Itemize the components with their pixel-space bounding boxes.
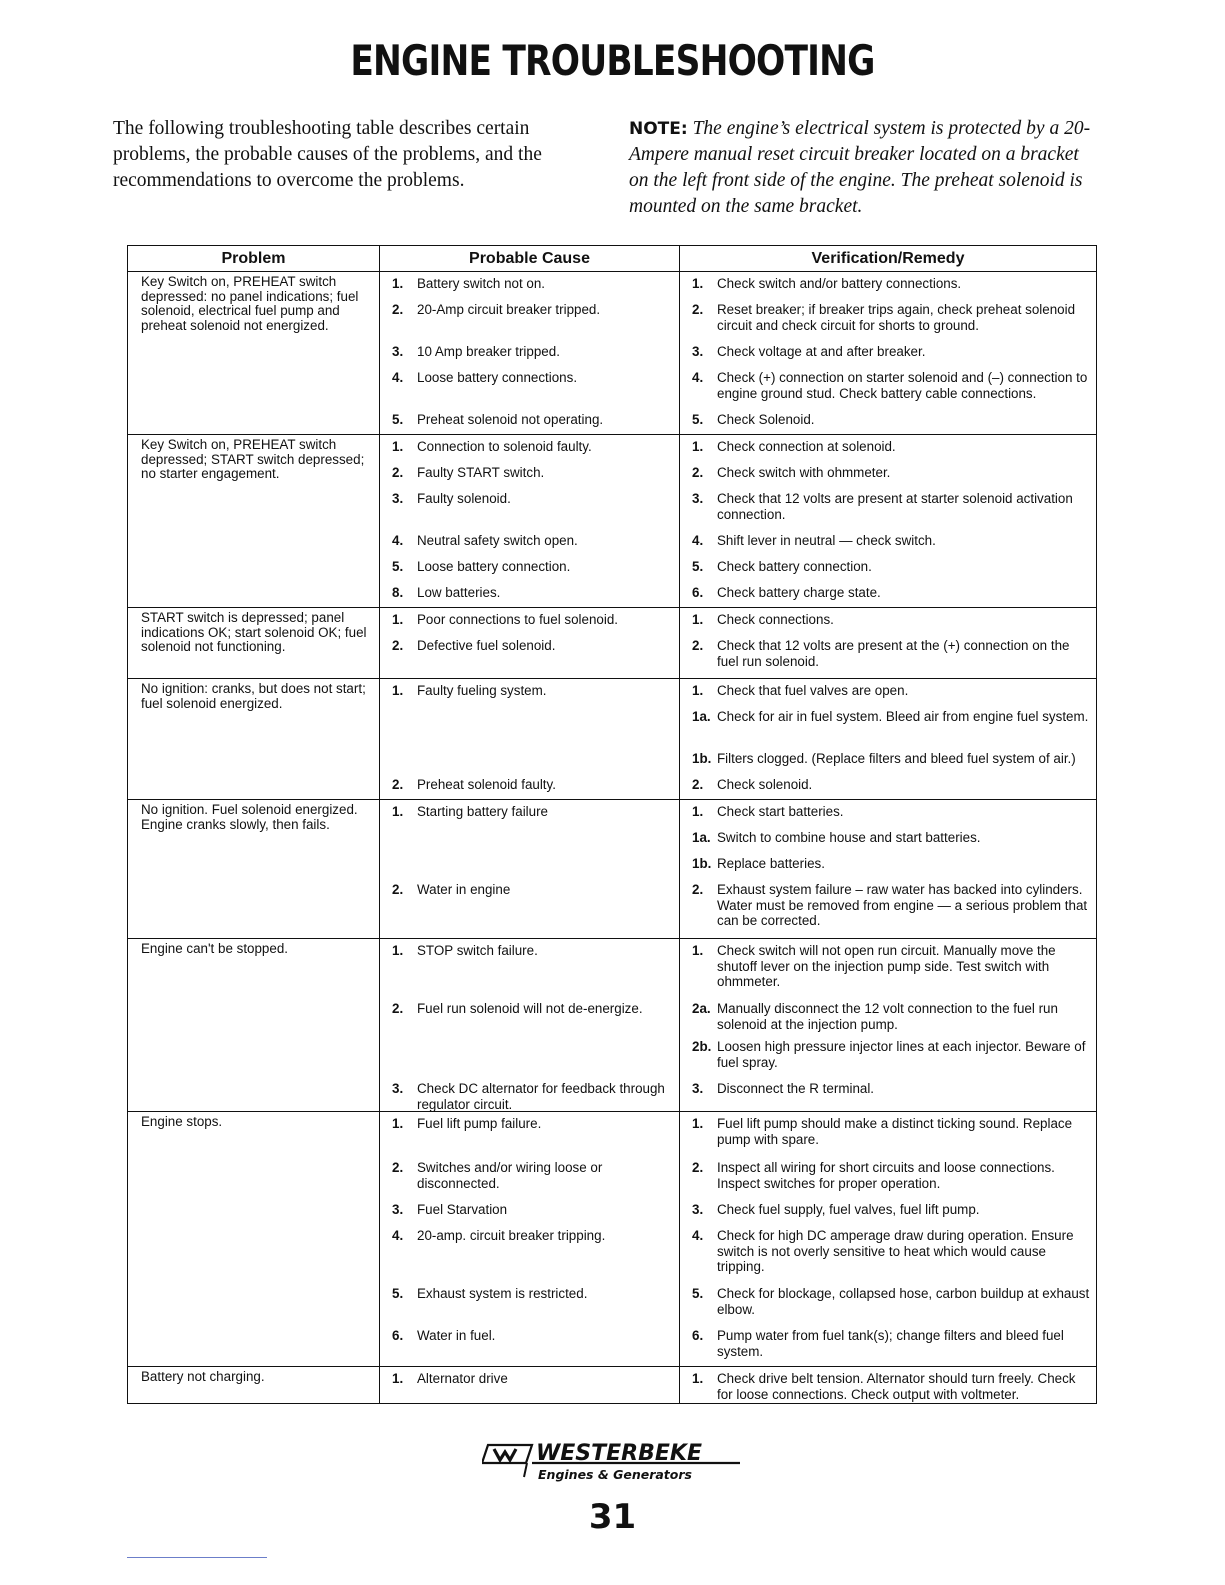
cause-number: 6. (392, 1328, 404, 1343)
remedy-cell (680, 997, 1097, 1035)
remedy-number: 1b. (692, 856, 712, 871)
remedy-number: 4. (692, 533, 704, 548)
remedy-text: Check that 12 volts are present at starter solenoid activation connection. (717, 491, 1073, 522)
remedy-cell (680, 773, 1097, 800)
cause-cell (380, 529, 680, 555)
remedy-number: 2. (692, 1160, 704, 1175)
remedy-text: Check battery connection. (717, 559, 872, 574)
problem-cell (128, 800, 380, 939)
remedy-cell (680, 1198, 1097, 1224)
cause-number: 1. (392, 276, 404, 291)
cause-cell (380, 679, 680, 706)
table-header-row (128, 246, 1097, 272)
remedy-cell (680, 1156, 1097, 1198)
remedy-cell (680, 1282, 1097, 1324)
remedy-number: 4. (692, 1228, 704, 1243)
cause-text: Fuel Starvation (417, 1202, 508, 1217)
cause-cell (380, 408, 680, 435)
remedy-cell (680, 939, 1097, 998)
remedy-text: Check start batteries. (717, 804, 844, 819)
cause-cell (380, 272, 680, 299)
cause-text: Faulty fueling system. (417, 683, 547, 698)
remedy-text: Replace batteries. (717, 856, 825, 871)
remedy-number: 6. (692, 1328, 704, 1343)
cause-cell (380, 878, 680, 939)
remedy-text: Check for blockage, collapsed hose, carbon buildup at exhaust elbow. (717, 1286, 1090, 1317)
remedy-number: 3. (692, 344, 704, 359)
cause-number (380, 856, 417, 878)
header-probable-cause: Probable Cause (380, 246, 680, 272)
cause-cell (380, 747, 680, 773)
cause-text: Exhaust system is restricted. (417, 1286, 588, 1301)
cause-number: 3. (392, 1081, 404, 1096)
remedy-cell (680, 1035, 1097, 1077)
problem-cell (128, 1112, 380, 1367)
cause-cell (380, 366, 680, 408)
remedy-text: Pump water from fuel tank(s); change filters and bleed fuel system. (717, 1328, 1064, 1359)
remedy-number: 5. (692, 559, 704, 574)
remedy-number: 1. (692, 683, 704, 698)
cause-cell (380, 1367, 680, 1404)
cause-text: Switches and/or wiring loose or disconnected. (417, 1160, 603, 1191)
remedy-cell (680, 298, 1097, 340)
remedy-text: Check switch will not open run circuit. Manually move the shutoff lever on the injection pump side. Test switch with ohmmeter. (717, 943, 1056, 989)
cause-number: 2. (392, 638, 404, 653)
remedy-text: Loosen high pressure injector lines at each injector. Beware of fuel spray. (717, 1039, 1086, 1070)
cause-cell (380, 608, 680, 635)
remedy-number: 1. (692, 804, 704, 819)
remedy-cell (680, 272, 1097, 299)
cause-cell (380, 340, 680, 366)
table-row (128, 1112, 1097, 1157)
cause-text: Preheat solenoid not operating. (417, 412, 604, 427)
cause-cell (380, 939, 680, 998)
remedy-text: Check fuel supply, fuel valves, fuel lift pump. (717, 1202, 980, 1217)
cause-text (417, 709, 679, 747)
cause-number: 3. (392, 344, 404, 359)
cause-cell (380, 435, 680, 462)
cause-number: 3. (392, 1202, 404, 1217)
w-emblem-icon (482, 1445, 532, 1477)
remedy-number: 3. (692, 491, 704, 506)
cause-number: 5. (392, 1286, 404, 1301)
cause-number: 1. (392, 1371, 404, 1386)
cause-cell (380, 487, 680, 529)
remedy-text: Check solenoid. (717, 777, 813, 792)
remedy-number: 1. (692, 1116, 704, 1131)
remedy-text: Check switch with ohmmeter. (717, 465, 891, 480)
cause-cell (380, 800, 680, 827)
remedy-text: Inspect all wiring for short circuits and loose connections. Inspect switches for proper operation. (717, 1160, 1055, 1191)
page-title: ENGINE TROUBLESHOOTING (350, 36, 875, 85)
remedy-cell (680, 800, 1097, 827)
cause-number: 2. (392, 1160, 404, 1175)
remedy-number: 1a. (692, 709, 711, 724)
cause-number: 2. (392, 302, 404, 317)
cause-number: 5. (392, 559, 404, 574)
cause-number: 1. (392, 804, 404, 819)
cause-cell (380, 826, 680, 852)
cause-text: Alternator drive (417, 1371, 508, 1386)
remedy-cell (680, 1112, 1097, 1157)
problem-text: Engine stops. (141, 1114, 223, 1129)
cause-text: Fuel run solenoid will not de-energize. (417, 1001, 643, 1016)
page-number: 31 (588, 1497, 637, 1537)
header-verification-remedy: Verification/Remedy (680, 246, 1097, 272)
cause-text (417, 830, 679, 852)
remedy-text: Switch to combine house and start batteries. (717, 830, 981, 845)
remedy-number: 1a. (692, 830, 711, 845)
problem-text: START switch is depressed; panel indications OK; start solenoid OK; fuel solenoid not functioning. (141, 610, 367, 654)
problem-cell (128, 679, 380, 800)
table-row (128, 1367, 1097, 1404)
cause-text: Poor connections to fuel solenoid. (417, 612, 618, 627)
cause-text: Faulty START switch. (417, 465, 545, 480)
cause-text: Starting battery failure (417, 804, 548, 819)
remedy-cell (680, 747, 1097, 773)
remedy-cell (680, 679, 1097, 706)
problem-text: No ignition. Fuel solenoid energized. Engine cranks slowly, then fails. (141, 802, 358, 832)
cause-cell (380, 555, 680, 581)
remedy-cell (680, 1224, 1097, 1282)
problem-text: Engine can't be stopped. (141, 941, 288, 956)
cause-cell (380, 1035, 680, 1077)
remedy-number: 1. (692, 943, 704, 958)
remedy-cell (680, 581, 1097, 608)
remedy-cell (680, 826, 1097, 852)
cause-cell (380, 773, 680, 800)
cause-cell (380, 634, 680, 679)
cause-text: Faulty solenoid. (417, 491, 511, 506)
cause-cell (380, 997, 680, 1035)
remedy-number: 1. (692, 439, 704, 454)
cause-number (380, 1039, 417, 1077)
cause-number: 8. (392, 585, 404, 600)
cause-cell (380, 1198, 680, 1224)
logo-brand-text: WESTERBEKE (536, 1441, 702, 1466)
cause-number: 1. (392, 683, 404, 698)
remedy-text: Check switch and/or battery connections. (717, 276, 962, 291)
problem-cell (128, 1367, 380, 1404)
remedy-number: 1. (692, 1371, 704, 1386)
problem-cell (128, 435, 380, 608)
remedy-cell (680, 1324, 1097, 1367)
westerbeke-logo (482, 1441, 742, 1485)
remedy-text: Check (+) connection on starter solenoid and (–) connection to engine ground stud. Check battery cable connections. (717, 370, 1088, 401)
remedy-text: Check for air in fuel system. Bleed air from engine fuel system. (717, 709, 1089, 724)
table-row (128, 800, 1097, 827)
cause-text: STOP switch failure. (417, 943, 538, 958)
cause-number: 1. (392, 439, 404, 454)
remedy-cell (680, 1367, 1097, 1404)
troubleshooting-table (127, 245, 1097, 1404)
cause-text: Preheat solenoid faulty. (417, 777, 556, 792)
intro-paragraph: The following troubleshooting table describes certain problems, the probable causes of the problems, and the recommendations to overcome the problems. (113, 118, 542, 191)
remedy-number: 2. (692, 465, 704, 480)
cause-cell (380, 298, 680, 340)
remedy-number: 3. (692, 1081, 704, 1096)
remedy-text: Check drive belt tension. Alternator should turn freely. Check for loose connections. Check output with voltmeter. (717, 1371, 1076, 1402)
remedy-text: Exhaust system failure – raw water has backed into cylinders. Water must be removed from engine — a serious problem that can be corrected. (717, 882, 1088, 928)
note-text: The engine’s electrical system is protected by a 20-Ampere manual reset circuit breaker located on a bracket on the left front side of the engine. The preheat solenoid is mounted on the same bracket. (629, 118, 1091, 217)
cause-text: Loose battery connection. (417, 559, 571, 574)
remedy-cell (680, 634, 1097, 679)
remedy-number: 2. (692, 882, 704, 897)
remedy-cell (680, 461, 1097, 487)
remedy-text: Check connection at solenoid. (717, 439, 896, 454)
cause-cell (380, 1156, 680, 1198)
remedy-number: 2a. (692, 1001, 711, 1016)
cause-text: Water in engine (417, 882, 511, 897)
remedy-cell (680, 366, 1097, 408)
cause-cell (380, 1224, 680, 1282)
cause-text: Low batteries. (417, 585, 501, 600)
cause-number: 1. (392, 943, 404, 958)
remedy-number: 1b. (692, 751, 712, 766)
cause-number (380, 830, 417, 852)
cause-number: 5. (392, 412, 404, 427)
cause-number (380, 709, 417, 747)
remedy-cell (680, 435, 1097, 462)
header-problem: Problem (128, 246, 380, 272)
remedy-cell (680, 529, 1097, 555)
table-row (128, 608, 1097, 635)
cause-text: 20-amp. circuit breaker tripping. (417, 1228, 606, 1243)
remedy-cell (680, 1077, 1097, 1112)
remedy-number: 4. (692, 370, 704, 385)
cause-number: 1. (392, 612, 404, 627)
cause-number: 2. (392, 882, 404, 897)
cause-cell (380, 1077, 680, 1112)
cause-number: 2. (392, 465, 404, 480)
remedy-text: Check Solenoid. (717, 412, 815, 427)
cause-number: 4. (392, 533, 404, 548)
cause-number: 4. (392, 1228, 404, 1243)
remedy-text: Filters clogged. (Replace filters and bleed fuel system of air.) (717, 751, 1076, 766)
cause-text (417, 1039, 679, 1077)
remedy-text: Check that 12 volts are present at the (+) connection on the fuel run solenoid. (717, 638, 1070, 669)
logo-tagline-text: Engines & Generators (538, 1467, 692, 1482)
remedy-number: 5. (692, 412, 704, 427)
cause-number: 4. (392, 370, 404, 385)
cause-text: Neutral safety switch open. (417, 533, 578, 548)
cause-text: Check DC alternator for feedback through regulator circuit. (417, 1081, 665, 1112)
cause-text: 10 Amp breaker tripped. (417, 344, 560, 359)
cause-number: 2. (392, 777, 404, 792)
cause-cell (380, 581, 680, 608)
remedy-text: Check that fuel valves are open. (717, 683, 909, 698)
problem-text: Key Switch on, PREHEAT switch depressed: no panel indications; fuel solenoid, electrical fuel pump and preheat solenoid not energized. (141, 274, 359, 333)
cause-number: 2. (392, 1001, 404, 1016)
cause-text: Defective fuel solenoid. (417, 638, 556, 653)
cause-number: 3. (392, 491, 404, 506)
cause-text: Loose battery connections. (417, 370, 578, 385)
cause-cell (380, 1282, 680, 1324)
remedy-number: 2. (692, 302, 704, 317)
problem-cell (128, 608, 380, 679)
remedy-cell (680, 555, 1097, 581)
cause-text: Connection to solenoid faulty. (417, 439, 592, 454)
remedy-number: 5. (692, 1286, 704, 1301)
table-row (128, 272, 1097, 299)
problem-cell (128, 272, 380, 435)
remedy-number: 2b. (692, 1039, 712, 1054)
cause-number (380, 751, 417, 773)
remedy-cell (680, 608, 1097, 635)
cause-cell (380, 705, 680, 747)
remedy-text: Check for high DC amperage draw during operation. Ensure switch is not overly sensitive to heat which would cause tripping. (717, 1228, 1074, 1274)
cause-text: 20-Amp circuit breaker tripped. (417, 302, 601, 317)
note-paragraph (629, 116, 1099, 220)
remedy-cell (680, 408, 1097, 435)
remedy-text: Fuel lift pump should make a distinct ticking sound. Replace pump with spare. (717, 1116, 1073, 1147)
remedy-number: 2. (692, 638, 704, 653)
remedy-number: 2. (692, 777, 704, 792)
remedy-text: Check connections. (717, 612, 834, 627)
cause-text (417, 856, 679, 878)
cause-cell (380, 1112, 680, 1157)
problem-cell (128, 939, 380, 1112)
note-colon: : (680, 119, 688, 139)
remedy-text: Shift lever in neutral — check switch. (717, 533, 936, 548)
remedy-text: Check voltage at and after breaker. (717, 344, 926, 359)
remedy-cell (680, 705, 1097, 747)
remedy-cell (680, 878, 1097, 939)
remedy-text: Disconnect the R terminal. (717, 1081, 875, 1096)
remedy-cell (680, 487, 1097, 529)
cause-text: Battery switch not on. (417, 276, 546, 291)
problem-text: Battery not charging. (141, 1369, 265, 1384)
remedy-text: Check battery charge state. (717, 585, 881, 600)
remedy-text: Manually disconnect the 12 volt connection to the fuel run solenoid at the injection pump. (717, 1001, 1058, 1032)
table-row (128, 679, 1097, 706)
table-row (128, 435, 1097, 462)
scan-mark (127, 1557, 267, 1558)
problem-text: Key Switch on, PREHEAT switch depressed; START switch depressed; no starter engagement. (141, 437, 365, 481)
cause-text (417, 751, 679, 773)
problem-text: No ignition: cranks, but does not start; fuel solenoid energized. (141, 681, 366, 711)
table-row (128, 939, 1097, 998)
cause-cell (380, 852, 680, 878)
cause-text: Water in fuel. (417, 1328, 496, 1343)
remedy-text: Reset breaker; if breaker trips again, check preheat solenoid circuit and check circuit for shorts to ground. (717, 302, 1076, 333)
cause-cell (380, 461, 680, 487)
remedy-cell (680, 852, 1097, 878)
remedy-number: 1. (692, 276, 704, 291)
cause-text: Fuel lift pump failure. (417, 1116, 542, 1131)
remedy-cell (680, 340, 1097, 366)
table-body (128, 272, 1097, 1404)
remedy-number: 3. (692, 1202, 704, 1217)
remedy-number: 6. (692, 585, 704, 600)
remedy-number: 1. (692, 612, 704, 627)
cause-number: 1. (392, 1116, 404, 1131)
cause-cell (380, 1324, 680, 1367)
note-label: NOTE (629, 119, 681, 139)
